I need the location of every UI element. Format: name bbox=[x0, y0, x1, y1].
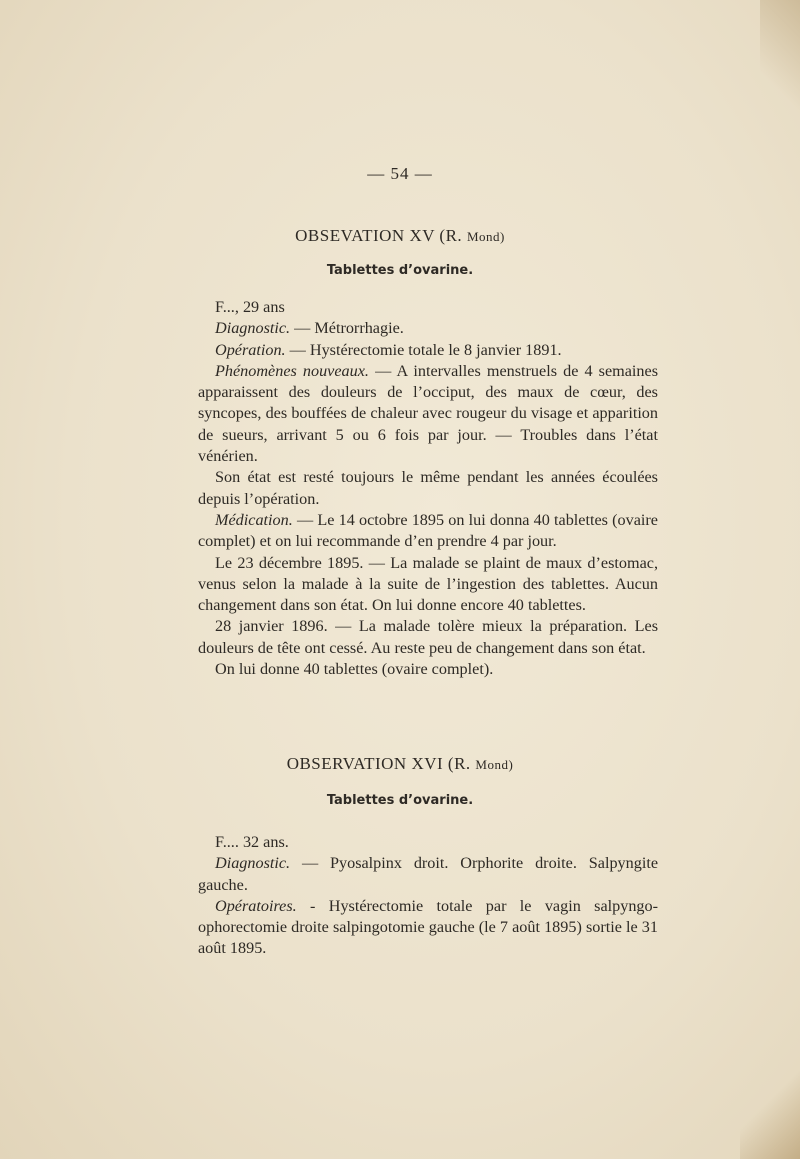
diagnostic-label: Diagnostic. bbox=[215, 319, 291, 338]
observation-15-heading: OBSEVATION XV (R. bbox=[295, 226, 463, 245]
operation-text: — Hystérectomie totale le 8 janvier 1891. bbox=[285, 340, 562, 359]
page-number: — 54 — bbox=[367, 164, 433, 183]
operation-paragraph bbox=[198, 896, 658, 960]
patient-line: F..., 29 ans bbox=[215, 298, 285, 316]
diagnostic-paragraph bbox=[198, 853, 658, 896]
phenomena-label: Phénomènes nouveaux. bbox=[215, 361, 369, 380]
diagnostic-paragraph bbox=[198, 318, 658, 339]
medication-paragraph bbox=[198, 510, 658, 553]
final-paragraph: On lui donne 40 tablettes (ovaire complet). bbox=[215, 660, 494, 679]
observation-16-heading: OBSERVATION XVI (R. bbox=[286, 754, 471, 773]
december-paragraph: Le 23 décembre 1895. — La malade se plaint de maux d’estomac, venus selon la malade à la suite de l’ingestion des tablettes. Aucun changement dans son état. On lui donne encore 40 tablettes. bbox=[198, 553, 658, 615]
observation-16-author: Mond) bbox=[475, 757, 514, 772]
phenomena-text: — A intervalles menstruels de 4 semaines apparaissent des douleurs de l’occiput, des maux de cœur, des syncopes, des bouffées de chaleur avec rougeur du visage et apparition de sueurs, arrivant 5 ou 6 fois par jour. — Troubles dans l’état vénérien. bbox=[198, 361, 658, 466]
operation-label: Opération. bbox=[215, 340, 286, 359]
diagnostic-text: — Pyosalpinx droit. Orphorite droite. Salpyngite gauche. bbox=[198, 854, 658, 894]
medication-text: — Le 14 octobre 1895 on lui donna 40 tablettes (ovaire complet) et on lui recommande d’en prendre 4 par jour. bbox=[198, 510, 658, 551]
operation-text: - Hystérectomie totale par le vagin salpyngo-ophorectomie droite salpingotomie gauche (le 7 août 1895) sortie le 31 août 1895. bbox=[198, 896, 658, 958]
patient-line: F.... 32 ans. bbox=[215, 833, 289, 851]
page-stain bbox=[760, 0, 800, 120]
observation-15-title bbox=[0, 226, 800, 246]
observation-16-body bbox=[198, 832, 658, 960]
state-paragraph: Son état est resté toujours le même pendant les années écoulées depuis l’opération. bbox=[198, 468, 658, 508]
operation-label: Opératoires. bbox=[215, 896, 297, 915]
observation-16-title bbox=[0, 754, 800, 774]
operation-paragraph bbox=[198, 340, 658, 361]
observation-15-subtitle: Tablettes d’ovarine. bbox=[326, 263, 474, 278]
january-paragraph: 28 janvier 1896. — La malade tolère mieux la préparation. Les douleurs de tête ont cessé. Au reste peu de changement dans son état. bbox=[198, 617, 658, 657]
observation-15-author: Mond) bbox=[466, 229, 505, 244]
phenomena-paragraph bbox=[198, 361, 658, 467]
observation-16-subtitle: Tablettes d’ovarine. bbox=[326, 793, 474, 808]
diagnostic-label: Diagnostic. bbox=[215, 854, 291, 873]
observation-15-body bbox=[198, 297, 658, 680]
page-corner-stain bbox=[740, 1069, 800, 1159]
medication-label: Médication. bbox=[215, 510, 293, 529]
diagnostic-text: — Métrorrhagie. bbox=[290, 319, 404, 338]
